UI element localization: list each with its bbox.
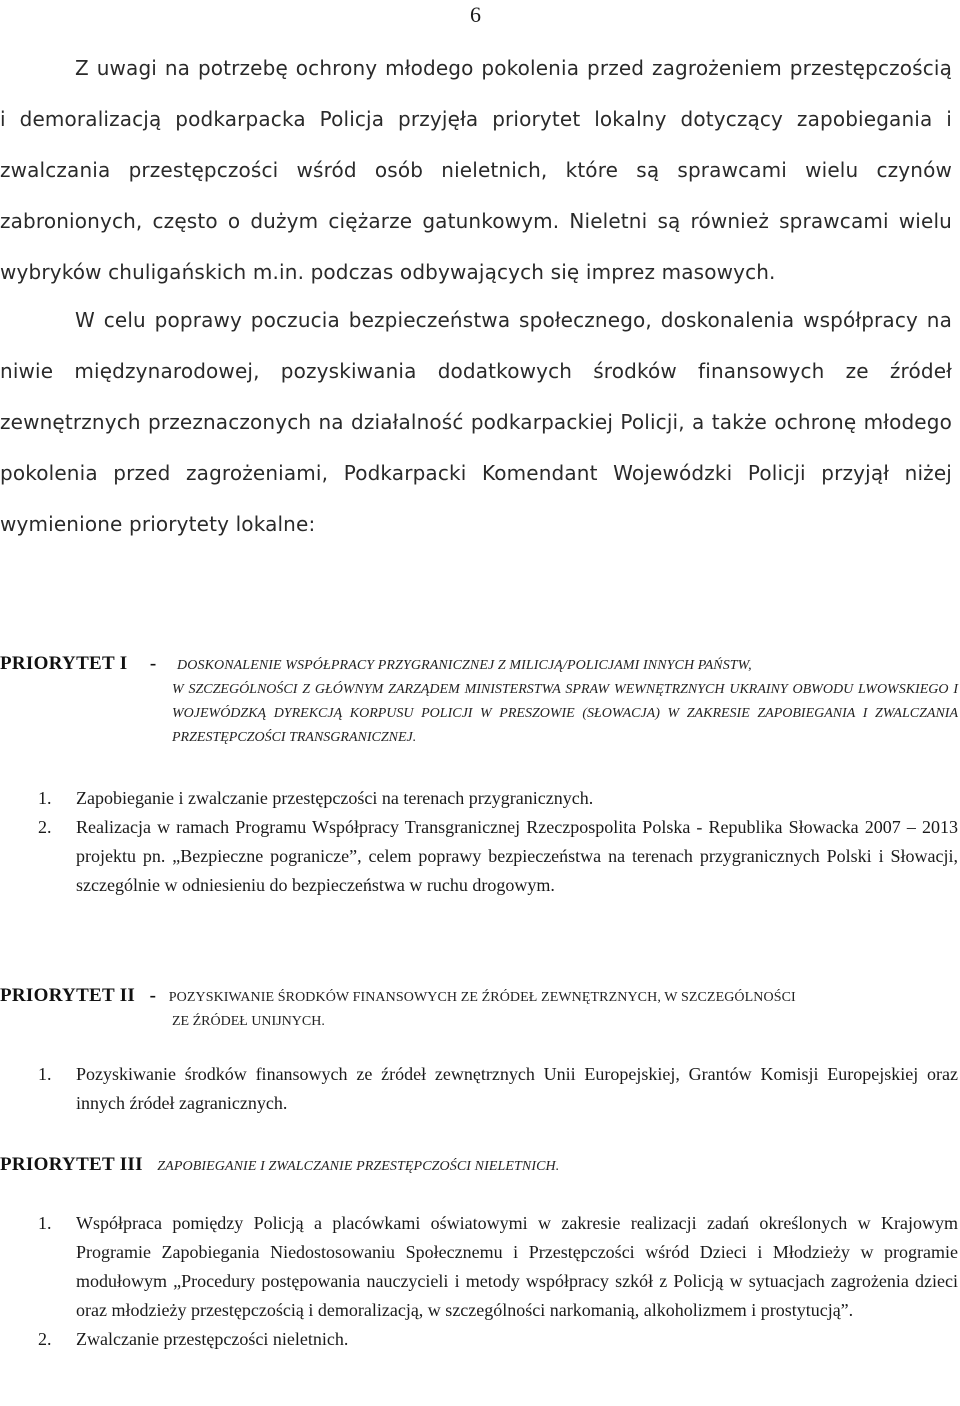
priority-3-section — [0, 1153, 958, 1354]
priority-2-title-rest: ZE ŹRÓDEŁ UNIJNYCH. — [172, 1014, 325, 1029]
priority-2-dash: - — [149, 985, 157, 1006]
priority-2-heading — [0, 984, 958, 1010]
list-item-number: 1. — [38, 1064, 52, 1084]
list-item-text: Współpraca pomiędzy Policją a placówkami oświatowymi w zakresie realizacji zadań określonych w Krajowym Programie Zapobiegania Niedostosowaniu Społecznemu i Przestępczości wśród Dzieci i Młodzieży w programie modułowym „Procedury postępowania nauczycieli i metody współpracy szkół z Policją w sytuacjach zagrożenia dzieci oraz młodzieży przestępczością i demoralizacją, w szczególności narkomanią, alkoholizmem i prostytucją”. — [76, 1213, 958, 1320]
intro-section — [0, 43, 952, 550]
priority-1-title-line1: DOSKONALENIE WSPÓŁPRACY PRZYGRANICZNEJ Z MILICJĄ/POLICJAMI INNYCH PAŃSTW, — [177, 658, 752, 673]
priority-1-section — [0, 652, 958, 900]
priority-3-label: PRIORYTET III — [0, 1154, 143, 1175]
priority-1-list — [0, 784, 958, 900]
priority-1-label: PRIORYTET I — [0, 653, 128, 674]
list-item — [0, 1060, 958, 1118]
priority-2-label: PRIORYTET II — [0, 985, 136, 1006]
list-item-number: 1. — [38, 1213, 52, 1233]
list-item-text: Zwalczanie przestępczości nieletnich. — [76, 1329, 349, 1349]
intro-paragraph-2: W celu poprawy poczucia bezpieczeństwa społecznego, doskonalenia współpracy na niwie międzynarodowej, pozyskiwania dodatkowych środków finansowych ze źródeł zewnętrznych przeznaczonych na działalność podkarpackiej Policji, a także ochronę młodego pokolenia przed zagrożeniami, Podkarpacki Komendant Wojewódzki Policji przyjął niżej wymienione priorytety lokalne: — [0, 308, 952, 536]
priority-1-heading — [0, 652, 958, 678]
list-item-text: Realizacja w ramach Programu Współpracy Transgranicznej Rzeczpospolita Polska - Republika Słowacka 2007 – 2013 projektu pn. „Bezpieczne pogranicze”, celem poprawy bezpieczeństwa na terenach przygranicznych Polski i Słowacji, szczególnie w odniesieniu do bezpieczeństwa w ruchu drogowym. — [76, 817, 958, 895]
priority-2-section — [0, 984, 958, 1118]
priority-2-title-line1: POZYSKIWANIE ŚRODKÓW FINANSOWYCH ZE ŹRÓDEŁ ZEWNĘTRZNYCH, W SZCZEGÓLNOŚCI — [168, 990, 796, 1005]
page-number: 6 — [470, 2, 481, 27]
list-item — [0, 1209, 958, 1325]
priority-3-heading — [0, 1153, 958, 1179]
list-item — [0, 784, 958, 813]
priority-1-title-rest: W SZCZEGÓLNOŚCI Z GŁÓWNYM ZARZĄDEM MINISTERSTWA SPRAW WEWNĘTRZNYCH UKRAINY OBWODU LWOWSKIEGO I WOJEWÓDZKĄ DYREKCJĄ KORPUSU POLICJI W PRESZOWIE (SŁOWACJA) W ZAKRESIE ZAPOBIEGANIA I ZWALCZANIA PRZESTĘPCZOŚCI TRANSGRANICZNEJ. — [172, 682, 958, 745]
list-item — [0, 1325, 958, 1354]
priority-1-dash: - — [149, 653, 157, 674]
list-item-number: 1. — [38, 788, 52, 808]
priority-3-title-line1: ZAPOBIEGANIE I ZWALCZANIE PRZESTĘPCZOŚCI NIELETNICH. — [157, 1159, 560, 1174]
list-item-text: Pozyskiwanie środków finansowych ze źródeł zewnętrznych Unii Europejskiej, Grantów Komisji Europejskiej oraz innych źródeł zagranicznych. — [76, 1064, 958, 1113]
priority-2-list — [0, 1060, 958, 1118]
list-item-number: 2. — [38, 817, 52, 837]
priority-3-list — [0, 1209, 958, 1354]
list-item-number: 2. — [38, 1329, 52, 1349]
intro-paragraph-1: Z uwagi na potrzebę ochrony młodego pokolenia przed zagrożeniem przestępczością i demoralizacją podkarpacka Policja przyjęła priorytet lokalny dotyczący zapobiegania i zwalczania przestępczości wśród osób nieletnich, które są sprawcami wielu czynów zabronionych, często o dużym ciężarze gatunkowym. Nieletni są również sprawcami wielu wybryków chuligańskich m.in. podczas odbywających się imprez masowych. — [0, 56, 952, 284]
list-item-text: Zapobieganie i zwalczanie przestępczości na terenach przygranicznych. — [76, 788, 594, 808]
list-item — [0, 813, 958, 900]
